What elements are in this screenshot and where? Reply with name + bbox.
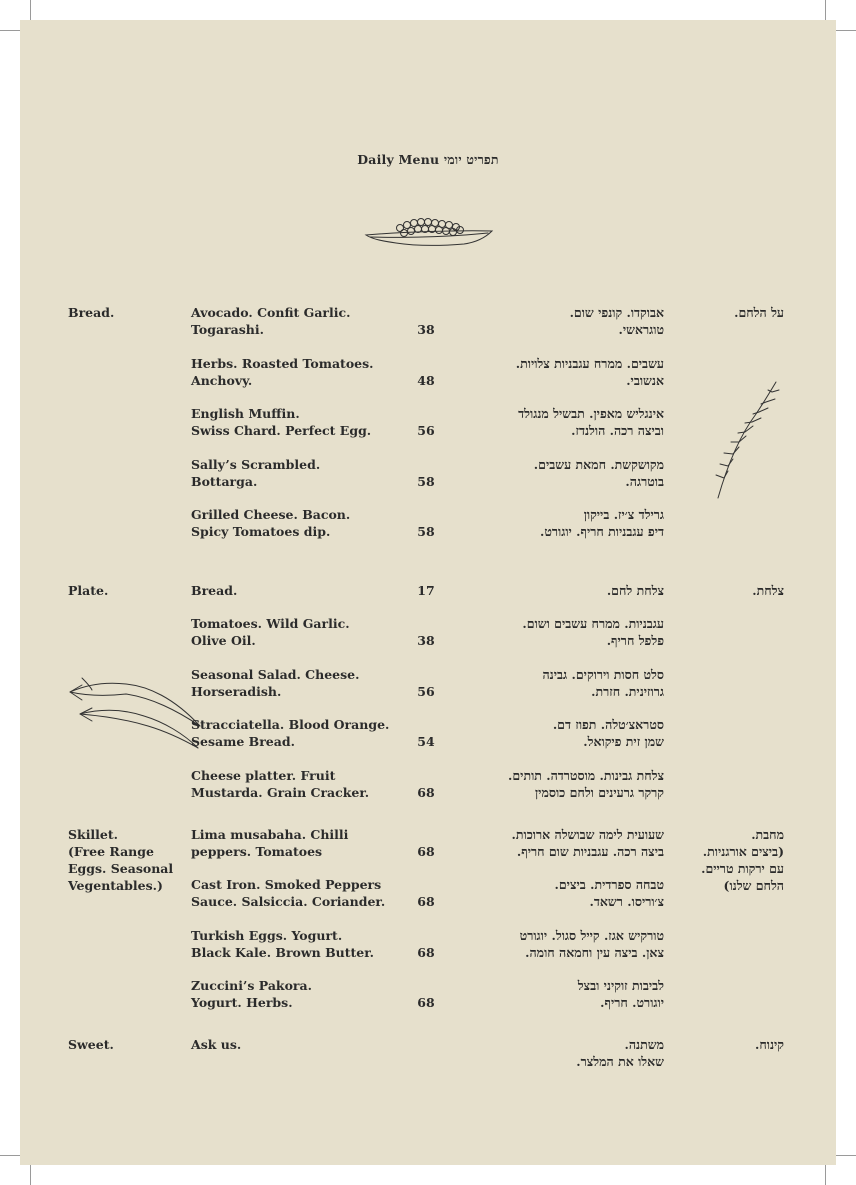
menu-item-en: Avocado. Confit Garlic. Togarashi. [191, 305, 351, 337]
menu-item-price: 68 [417, 894, 435, 909]
menu-item-en: Grilled Cheese. Bacon. Spicy Tomatoes dip. [191, 507, 351, 539]
menu-item-he: עגבניות. ממרח עשבים ושום. פלפל חריף. [522, 616, 664, 648]
menu-item-he: לביבות זוקיני ובצל יוגורט. חריף. [577, 978, 664, 1010]
menu-item-he: מקושקשת. חמאת עשבים. בוטרגה. [533, 457, 664, 489]
menu-item-price: 48 [417, 373, 435, 388]
menu-item-he: משתנה. שאלו את המלצר. [576, 1037, 664, 1069]
menu-item-price: 56 [417, 423, 435, 438]
menu-item-en: Zuccini’s Pakora. Yogurt. Herbs. [191, 978, 312, 1010]
menu-item-price: 68 [417, 995, 435, 1010]
category-skillet-en: Skillet. (Free Range Eggs. Seasonal Vegentables.) [68, 827, 174, 893]
menu-item-en: English Muffin. Swiss Chard. Perfect Egg. [191, 406, 372, 438]
menu-item-en: Herbs. Roasted Tomatoes. Anchovy. [191, 356, 374, 388]
menu-title: Daily Menu תפריט יומי [357, 152, 499, 167]
menu-item-he: עשבים. ממרח עגבניות צלויות. אנשובי. [515, 356, 664, 388]
menu-item-en: Tomatoes. Wild Garlic. Olive Oil. [191, 616, 350, 648]
menu-item-he: סטראצ׳טלה. תפוז דם. שמן זית פיקואל. [552, 717, 664, 749]
menu-item-he: צלחת לחם. [606, 583, 664, 598]
menu-item-price: 68 [417, 844, 435, 859]
menu-item-he: אינגליש מאפין. תבשיל מנגולד וביצה רכה. הולנדז. [518, 406, 664, 438]
menu-item-price: 38 [417, 633, 435, 648]
crop-mark [825, 0, 826, 20]
menu-item-he: גרילד צ׳יז. בייקון דיפ עגבניות חריף. יוגורט. [539, 507, 664, 539]
category-skillet-he: מחבת. (ביצים אורגניות. עם ירקות טריים. הלחם שלנו) [701, 827, 784, 893]
crop-mark [30, 0, 31, 20]
menu-item-en: Seasonal Salad. Cheese. Horseradish. [191, 667, 360, 699]
menu-item-he: סלט חסות וירוקים. גבינה גרוזינית. חזרת. [542, 667, 664, 699]
menu-item-en: Lima musabaha. Chilli peppers. Tomatoes [191, 827, 349, 859]
menu-item-price: 58 [417, 474, 435, 489]
crop-mark [0, 30, 20, 31]
menu-item-en: Bread. [191, 583, 238, 598]
menu-item-en: Turkish Eggs. Yogurt. Black Kale. Brown Butter. [191, 928, 375, 960]
crop-mark [825, 1165, 826, 1185]
menu-item-en: Sally’s Scrambled. Bottarga. [191, 457, 321, 489]
menu-item-en: Cast Iron. Smoked Peppers Sauce. Salsiccia. Coriander. [191, 877, 386, 909]
menu-item-en: Cheese platter. Fruit Mustarda. Grain Cracker. [191, 768, 370, 800]
crop-mark [836, 1155, 856, 1156]
menu-item-price: 68 [417, 945, 435, 960]
category-plate-he: צלחת. [752, 583, 784, 598]
category-sweet-he: קינוח. [755, 1037, 784, 1052]
menu-item-price: 38 [417, 322, 435, 337]
menu-item-he: שעועית לימה שבושלה ארוכות. ביצה רכה. עגבניות שום חריף. [511, 827, 664, 859]
menu-item-price: 58 [417, 524, 435, 539]
menu-item-he: צלחת גבינות. מוסטרדה. תותים. קרקר גרעינים ולחם כוסמין [508, 768, 664, 800]
menu-item-he: טבחה ספרדית. ביצים. צ׳וריסו. רשאד. [554, 877, 664, 909]
crop-mark [30, 1165, 31, 1185]
menu-item-price: 56 [417, 684, 435, 699]
category-plate-en: Plate. [68, 583, 109, 598]
menu-item-en: Stracciatella. Blood Orange. Sesame Bread. [191, 717, 390, 749]
menu-item-price: 54 [417, 734, 435, 749]
bowl-illustration-icon [360, 210, 496, 254]
menu-item-he: אבוקדו. קונפי שום. טוגראשי. [569, 305, 664, 337]
menu-item-price: 17 [417, 583, 435, 598]
category-bread-en: Bread. [68, 305, 115, 320]
menu-item-en: Ask us. [191, 1037, 242, 1052]
crop-mark [0, 1155, 20, 1156]
menu-item-he: טורקיש אגז. קייל סגול. יוגורט צאן. ביצה עין וחמאה חומה. [519, 928, 664, 960]
herb-sprig-icon [712, 378, 782, 502]
crop-mark [836, 30, 856, 31]
category-bread-he: על הלחם. [734, 305, 784, 320]
menu-item-price: 68 [417, 785, 435, 800]
fish-illustration-icon [64, 668, 204, 752]
category-sweet-en: Sweet. [68, 1037, 114, 1052]
